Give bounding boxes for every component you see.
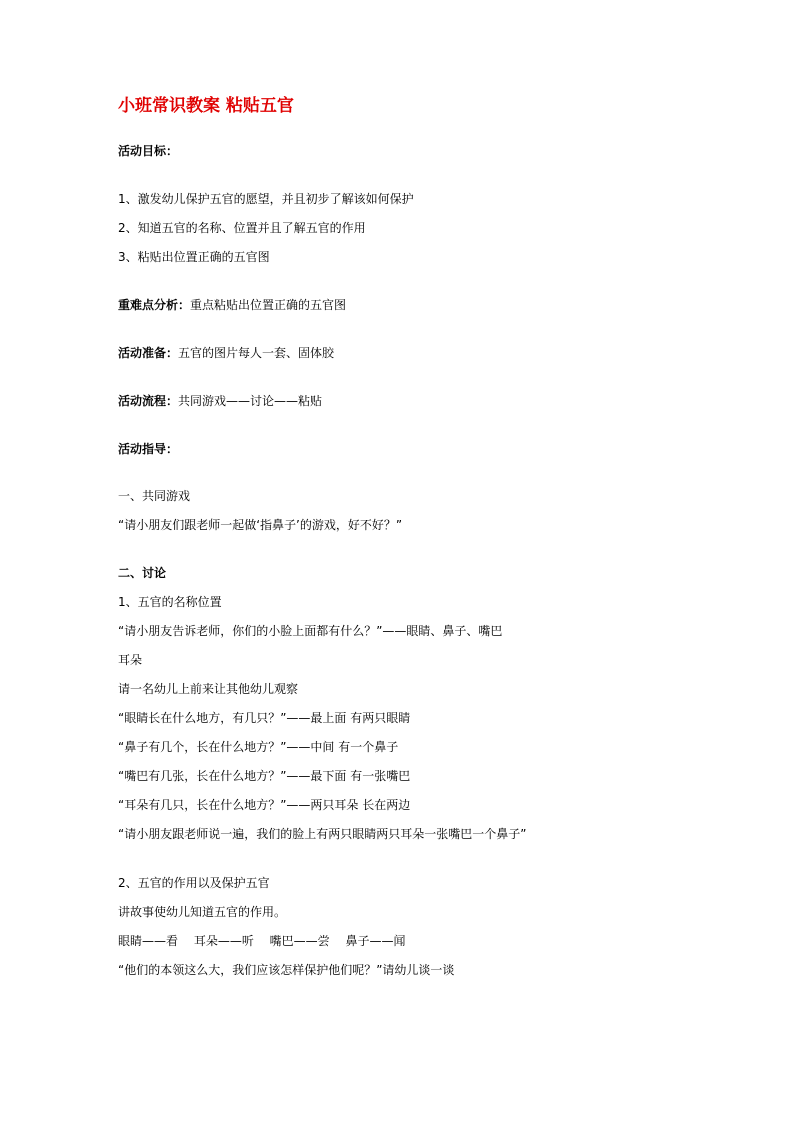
paragraph: “耳朵有几只，长在什么地方？”——两只耳朵 长在两边 bbox=[118, 798, 411, 812]
paragraph: 2、五官的作用以及保护五官 bbox=[118, 876, 270, 890]
paragraph: 讲故事使幼儿知道五官的作用。 bbox=[118, 905, 287, 919]
preparation-line bbox=[118, 345, 334, 361]
key-points-text: 重点粘贴出位置正确的五官图 bbox=[190, 298, 347, 312]
paragraph: “他们的本领这么大，我们应该怎样保护他们呢？”请幼儿谈一谈 bbox=[118, 963, 455, 977]
goal-item: 2、知道五官的名称、位置并且了解五官的作用 bbox=[118, 221, 366, 235]
paragraph: “请小朋友们跟老师一起做‘指鼻子’的游戏，好不好？” bbox=[118, 518, 403, 532]
key-points-line bbox=[118, 297, 346, 313]
paragraph: “请小朋友告诉老师，你们的小脸上面都有什么？”——眼睛、鼻子、嘴巴 bbox=[118, 624, 503, 638]
section-heading: 二、讨论 bbox=[118, 566, 167, 580]
document-title: 小班常识教案 粘贴五官 bbox=[118, 96, 294, 116]
paragraph: 耳朵 bbox=[118, 653, 143, 667]
section-heading: 一、共同游戏 bbox=[118, 489, 191, 503]
paragraph: “眼睛长在什么地方，有几只？”——最上面 有两只眼睛 bbox=[118, 711, 411, 725]
paragraph: “请小朋友跟老师说一遍，我们的脸上有两只眼睛两只耳朵一张嘴巴一个鼻子” bbox=[118, 827, 527, 841]
preparation-label: 活动准备： bbox=[118, 346, 179, 360]
goals-heading: 活动目标： bbox=[118, 144, 179, 158]
goal-item: 3、粘贴出位置正确的五官图 bbox=[118, 250, 270, 264]
paragraph: 1、五官的名称位置 bbox=[118, 595, 222, 609]
goal-item: 1、激发幼儿保护五官的愿望，并且初步了解该如何保护 bbox=[118, 192, 414, 206]
paragraph: 请一名幼儿上前来让其他幼儿观察 bbox=[118, 682, 299, 696]
process-text: 共同游戏——讨论——粘贴 bbox=[178, 394, 323, 408]
guidance-heading: 活动指导： bbox=[118, 442, 179, 456]
paragraph: “嘴巴有几张，长在什么地方？”——最下面 有一张嘴巴 bbox=[118, 769, 411, 783]
process-label: 活动流程： bbox=[118, 394, 179, 408]
paragraph: “鼻子有几个，长在什么地方？”——中间 有一个鼻子 bbox=[118, 740, 399, 754]
process-line bbox=[118, 393, 322, 409]
key-points-label: 重难点分析： bbox=[118, 298, 191, 312]
paragraph: 眼睛——看 耳朵——听 嘴巴——尝 鼻子——闻 bbox=[118, 934, 406, 948]
preparation-text: 五官的图片每人一套、固体胶 bbox=[178, 346, 335, 360]
